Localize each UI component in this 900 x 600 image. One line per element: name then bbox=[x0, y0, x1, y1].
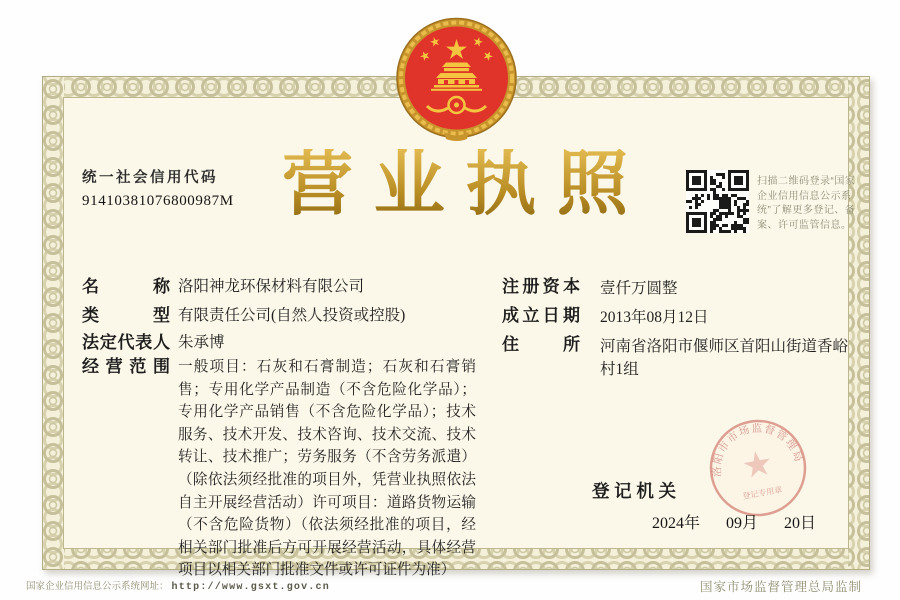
field-type-label: 类 型 bbox=[82, 306, 170, 325]
field-name-value: 洛阳神龙环保材料有限公司 bbox=[178, 278, 365, 295]
credit-code-value: 91410381076800987M bbox=[82, 193, 234, 209]
field-established-label: 成 立 日 期 bbox=[502, 306, 580, 325]
footer-issuer: 国家市场监督管理总局监制 bbox=[700, 580, 863, 594]
credit-code-block bbox=[82, 166, 234, 210]
qr-code bbox=[686, 170, 749, 233]
field-legal-rep-value: 朱承博 bbox=[178, 334, 225, 351]
field-legal-rep-row bbox=[82, 333, 478, 353]
field-legal-rep-label: 法 定 代 表 人 bbox=[82, 333, 170, 352]
footer-publicity-site bbox=[26, 578, 330, 593]
credit-code-label: 统一社会信用代码 bbox=[82, 170, 218, 186]
registrar-label: 登 记 机 关 bbox=[592, 481, 676, 501]
license-title: 营 业 执 照 bbox=[282, 149, 628, 245]
footer-site-label: 国家企业信用信息公示系统网址： bbox=[26, 581, 169, 592]
seal-arc-text: 洛阳市市场监督管理局 bbox=[712, 423, 804, 478]
field-established-value: 2013年08月12日 bbox=[600, 309, 709, 326]
field-name-label: 名 称 bbox=[82, 277, 170, 296]
field-scope-row bbox=[82, 357, 178, 377]
china-national-emblem bbox=[394, 12, 519, 143]
date-year: 2024年 bbox=[652, 515, 701, 532]
field-capital-row bbox=[502, 277, 858, 300]
field-established-row bbox=[502, 306, 858, 329]
qr-caption-text: 扫描二维码登录“国家企业信用信息公示系统”了解更多登记、备案、许可监管信息。 bbox=[757, 176, 856, 231]
field-address-row bbox=[502, 335, 858, 381]
registration-date bbox=[652, 510, 816, 533]
field-scope-label: 经 营 范 围 bbox=[82, 357, 170, 376]
field-address-value: 河南省洛阳市偃师区首阳山街道香峪村1组 bbox=[600, 338, 849, 378]
seal-banner-text: 登记专用章 bbox=[741, 485, 783, 502]
footer-site-url: http://www.gsxt.gov.cn bbox=[171, 582, 330, 593]
field-type-row bbox=[82, 306, 478, 326]
date-day: 20日 bbox=[783, 515, 816, 532]
field-scope-value: 一般项目：石灰和石膏制造；石灰和石膏销售；专用化学产品制造（不含危险化学品）；专用化学产品销售（不含危险化学品）；技术服务、技术开发、技术咨询、技术交流、技术转让、技术推广；劳务服务（不含劳务派遣）（除依法须经批准的项目外，凭营业执照依法自主开展经营活动）许可项目：道路货物运输（不含危险货物）（依法须经批准的项目，经相关部门批准后方可开展经营活动，具体经营项目以相关部门批准文件或许可证件为准） bbox=[178, 359, 476, 579]
field-name-row bbox=[82, 277, 478, 297]
date-month: 09月 bbox=[725, 515, 758, 532]
field-capital-label: 注 册 资 本 bbox=[502, 277, 580, 296]
field-type-value: 有限责任公司(自然人投资或控股) bbox=[178, 307, 406, 324]
field-address-label: 住 所 bbox=[502, 335, 580, 354]
field-capital-value: 壹仟万圆整 bbox=[600, 280, 678, 297]
